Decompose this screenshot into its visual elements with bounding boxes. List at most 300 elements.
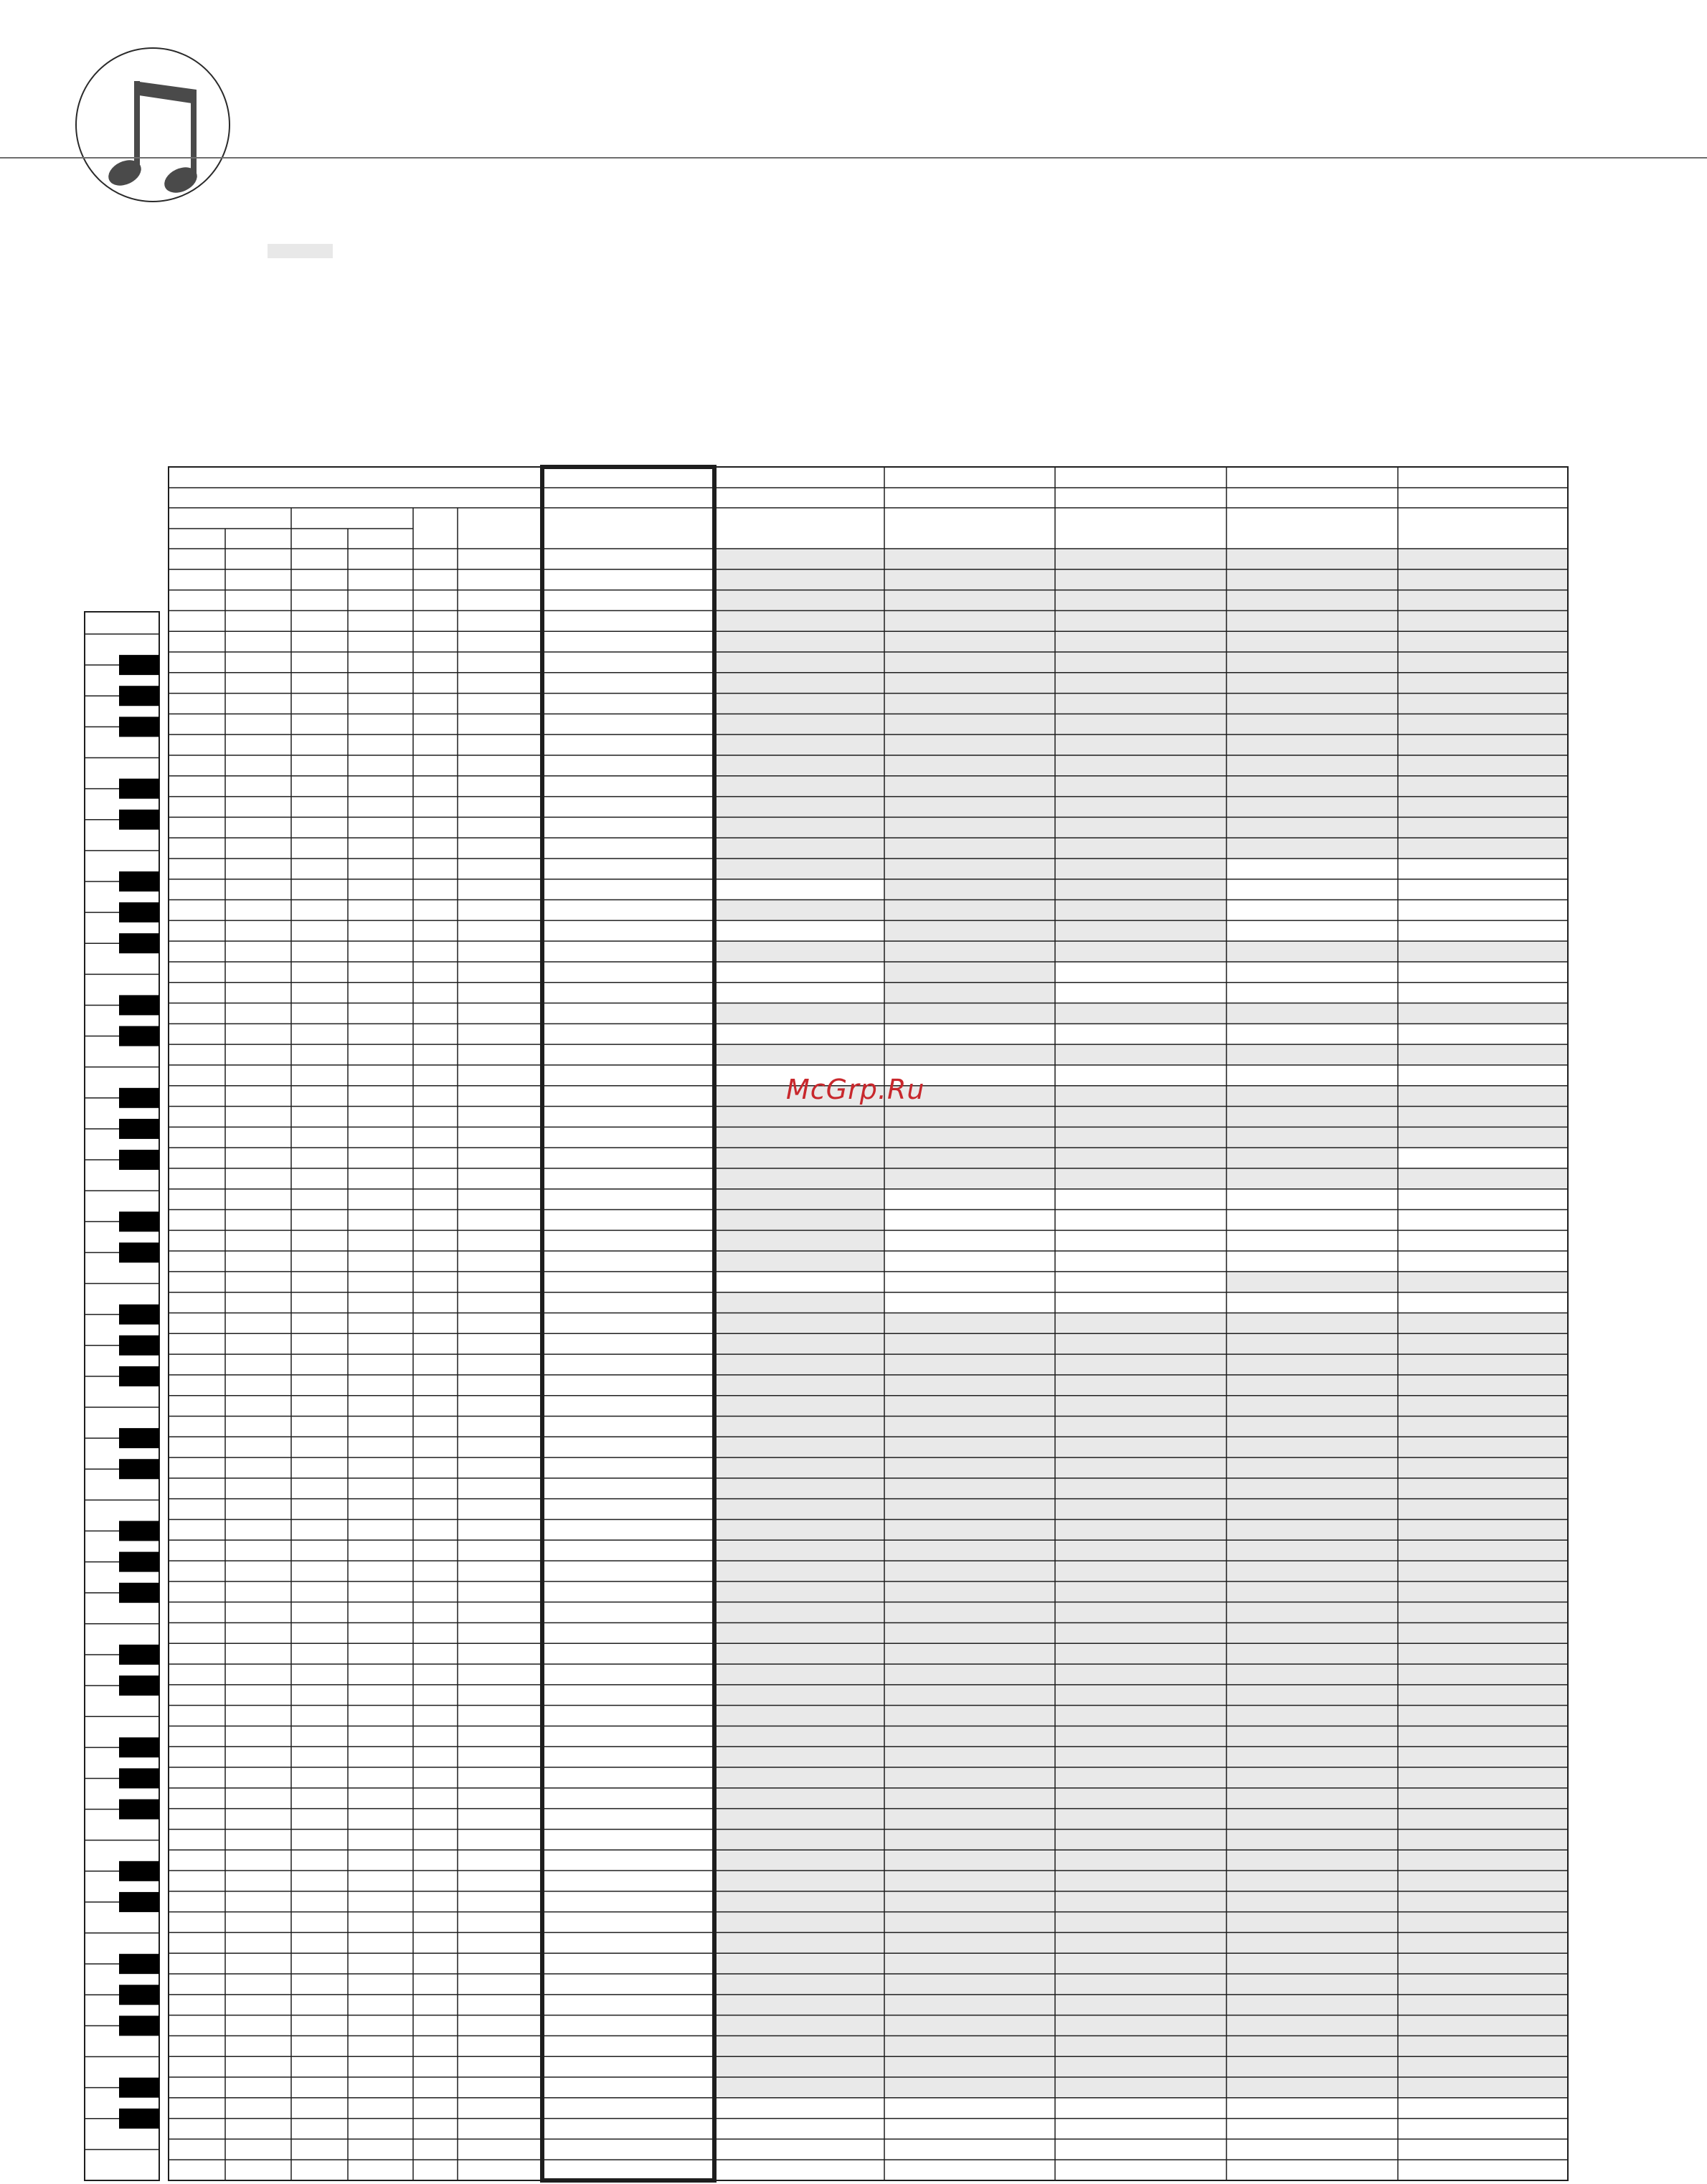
table-cell-shaded — [1398, 1168, 1568, 1189]
table-cell-shaded — [1398, 1437, 1568, 1457]
table-cell-shaded — [884, 1478, 1055, 1499]
table-cell-shaded — [714, 1457, 884, 1478]
table-cell-shaded — [1398, 1912, 1568, 1933]
table-cell-shaded — [1226, 1168, 1398, 1189]
table-cell-shaded — [1055, 1561, 1226, 1582]
table-cell-shaded — [884, 2056, 1055, 2077]
black-key — [119, 1954, 159, 1974]
black-key — [119, 1645, 159, 1665]
table-cell-shaded — [1398, 1706, 1568, 1726]
table-cell-shaded — [1055, 652, 1226, 673]
table-cell-shaded — [884, 1313, 1055, 1334]
table-cell-shaded — [1226, 2077, 1398, 2098]
table-cell-shaded — [1055, 673, 1226, 694]
table-cell-shaded — [1226, 1622, 1398, 1643]
table-cell-shaded — [1226, 1457, 1398, 1478]
table-cell-shaded — [1398, 1602, 1568, 1623]
table-cell-shaded — [1055, 776, 1226, 797]
table-cell-shaded — [884, 652, 1055, 673]
table-cell-shaded — [714, 900, 884, 921]
table-cell-shaded — [1398, 1953, 1568, 1974]
table-cell-shaded — [1055, 1622, 1226, 1643]
black-key — [119, 1026, 159, 1046]
table-cell-shaded — [1055, 879, 1226, 900]
table-cell-shaded — [1055, 1582, 1226, 1602]
table-cell-shaded — [884, 1664, 1055, 1685]
table-cell-shaded — [884, 1788, 1055, 1809]
table-cell-shaded — [714, 1168, 884, 1189]
table-cell-shaded — [1055, 1602, 1226, 1623]
table-cell-shaded — [714, 1540, 884, 1561]
table-cell-shaded — [1055, 1478, 1226, 1499]
table-cell-shaded — [1055, 1044, 1226, 1065]
table-cell-shaded — [714, 652, 884, 673]
table-cell-shaded — [884, 817, 1055, 838]
table-cell-shaded — [884, 1333, 1055, 1354]
table-cell-shaded — [1398, 714, 1568, 734]
table-cell-shaded — [1055, 1809, 1226, 1830]
table-cell-shaded — [884, 673, 1055, 694]
table-cell-shaded — [1226, 549, 1398, 569]
table-cell-shaded — [884, 1809, 1055, 1830]
table-cell-shaded — [1398, 941, 1568, 962]
table-cell-shaded — [1226, 610, 1398, 631]
table-cell-shaded — [1226, 1354, 1398, 1375]
table-cell-shaded — [714, 1292, 884, 1313]
table-cell-shaded — [884, 1685, 1055, 1706]
table-cell-shaded — [1226, 817, 1398, 838]
table-cell-shaded — [884, 1540, 1055, 1561]
table-cell-shaded — [1055, 1168, 1226, 1189]
table-cell-shaded — [884, 1891, 1055, 1912]
table-cell-shaded — [1398, 797, 1568, 818]
table-cell-shaded — [1226, 1912, 1398, 1933]
table-cell-shaded — [1226, 714, 1398, 734]
table-cell-shaded — [1055, 1871, 1226, 1891]
table-cell-shaded — [1226, 776, 1398, 797]
table-cell-shaded — [714, 817, 884, 838]
table-cell-shaded — [1226, 1788, 1398, 1809]
table-cell-shaded — [1055, 859, 1226, 879]
black-key — [119, 1366, 159, 1386]
table-cell-shaded — [884, 631, 1055, 652]
table-cell-shaded — [884, 983, 1055, 1003]
black-key — [119, 1552, 159, 1572]
table-cell-shaded — [1226, 1499, 1398, 1520]
table-cell-shaded — [1398, 1416, 1568, 1437]
table-cell-shaded — [1055, 1313, 1226, 1334]
table-cell-shaded — [1055, 1375, 1226, 1396]
table-cell-shaded — [1226, 1767, 1398, 1788]
table-cell-shaded — [1398, 1044, 1568, 1065]
table-cell-shaded — [714, 1953, 884, 1974]
table-cell-shaded — [1055, 1519, 1226, 1540]
black-key — [119, 686, 159, 706]
table-cell-shaded — [714, 776, 884, 797]
black-key — [119, 779, 159, 799]
table-cell-shaded — [714, 2056, 884, 2077]
table-cell-shaded — [1226, 1044, 1398, 1065]
table-cell-shaded — [1226, 1643, 1398, 1664]
black-key — [119, 2078, 159, 2098]
table-cell-shaded — [714, 1932, 884, 1953]
table-cell-shaded — [714, 1375, 884, 1396]
table-cell-shaded — [714, 1664, 884, 1685]
table-cell-shaded — [1398, 1995, 1568, 2015]
table-cell-shaded — [1398, 1313, 1568, 1334]
table-cell-shaded — [884, 962, 1055, 983]
black-key — [119, 1768, 159, 1788]
table-cell-shaded — [884, 1168, 1055, 1189]
table-cell-shaded — [714, 755, 884, 776]
table-cell-shaded — [714, 1003, 884, 1024]
table-cell-shaded — [1398, 1375, 1568, 1396]
table-cell-shaded — [884, 859, 1055, 879]
table-cell-shaded — [1398, 2036, 1568, 2056]
black-key — [119, 902, 159, 922]
table-cell-shaded — [714, 1148, 884, 1168]
table-cell-shaded — [1226, 1003, 1398, 1024]
table-cell-shaded — [1398, 610, 1568, 631]
table-cell-shaded — [714, 1995, 884, 2015]
table-cell-shaded — [714, 1416, 884, 1437]
table-cell-shaded — [884, 1602, 1055, 1623]
table-cell-shaded — [714, 1561, 884, 1582]
table-cell-shaded — [1398, 1499, 1568, 1520]
table-cell-shaded — [714, 2077, 884, 2098]
black-key — [119, 933, 159, 953]
table-cell-shaded — [1226, 797, 1398, 818]
table-cell-shaded — [1226, 1540, 1398, 1561]
table-cell-shaded — [1055, 2015, 1226, 2036]
table-cell-shaded — [1226, 1664, 1398, 1685]
table-cell-shaded — [1226, 1746, 1398, 1767]
table-cell-shaded — [1226, 1953, 1398, 1974]
table-cell-shaded — [1226, 1272, 1398, 1292]
table-cell-shaded — [884, 1912, 1055, 1933]
table-cell-shaded — [1398, 1850, 1568, 1871]
table-cell-shaded — [1398, 2056, 1568, 2077]
black-key — [119, 1305, 159, 1325]
table-cell-shaded — [884, 1519, 1055, 1540]
table-cell-shaded — [884, 694, 1055, 714]
table-cell-shaded — [714, 1189, 884, 1210]
table-cell-shaded — [1055, 900, 1226, 921]
table-cell-shaded — [1055, 1829, 1226, 1850]
table-cell-shaded — [884, 1622, 1055, 1643]
table-cell-shaded — [1226, 2056, 1398, 2077]
table-cell-shaded — [884, 776, 1055, 797]
table-cell-shaded — [714, 1396, 884, 1417]
table-cell-shaded — [714, 1478, 884, 1499]
table-cell-shaded — [1226, 2015, 1398, 2036]
table-cell-shaded — [1055, 2056, 1226, 2077]
table-cell-shaded — [1226, 1375, 1398, 1396]
table-cell-shaded — [884, 838, 1055, 859]
table-cell-shaded — [884, 1829, 1055, 1850]
table-cell-shaded — [714, 1210, 884, 1231]
table-cell-shaded — [1226, 1602, 1398, 1623]
table-cell-shaded — [1055, 1643, 1226, 1664]
table-cell-shaded — [1398, 1107, 1568, 1128]
table-cell-shaded — [1055, 1107, 1226, 1128]
table-cell-shaded — [884, 1044, 1055, 1065]
table-cell-shaded — [1055, 838, 1226, 859]
table-cell-shaded — [1398, 734, 1568, 755]
table-cell-shaded — [714, 797, 884, 818]
table-cell-shaded — [1226, 1582, 1398, 1602]
table-cell-shaded — [884, 714, 1055, 734]
table-cell-shaded — [1226, 1396, 1398, 1417]
table-cell-shaded — [1055, 1912, 1226, 1933]
table-cell-shaded — [884, 1416, 1055, 1437]
table-cell-shaded — [1055, 1396, 1226, 1417]
table-cell-shaded — [1398, 1871, 1568, 1891]
table-cell-shaded — [1226, 652, 1398, 673]
table-cell-shaded — [714, 1499, 884, 1520]
table-cell-shaded — [714, 1582, 884, 1602]
table-cell-shaded — [1226, 1829, 1398, 1850]
table-cell-shaded — [1055, 2077, 1226, 2098]
table-cell-shaded — [714, 941, 884, 962]
table-cell-shaded — [1226, 590, 1398, 611]
table-cell-shaded — [884, 1375, 1055, 1396]
table-cell-shaded — [884, 1499, 1055, 1520]
black-key — [119, 1428, 159, 1448]
table-cell-shaded — [1055, 1416, 1226, 1437]
table-cell-shaded — [884, 1767, 1055, 1788]
table-cell-shaded — [884, 1746, 1055, 1767]
table-cell-shaded — [1226, 1478, 1398, 1499]
black-key — [119, 1459, 159, 1479]
table-cell-shaded — [714, 1622, 884, 1643]
table-cell-shaded — [1398, 1354, 1568, 1375]
table-cell-shaded — [714, 1829, 884, 1850]
table-cell-shaded — [1398, 776, 1568, 797]
table-cell-shaded — [1226, 1437, 1398, 1457]
table-cell-shaded — [1226, 1561, 1398, 1582]
table-cell-shaded — [714, 1107, 884, 1128]
table-cell-shaded — [1226, 1809, 1398, 1830]
table-cell-shaded — [714, 1788, 884, 1809]
table-cell-shaded — [1055, 1457, 1226, 1478]
table-cell-shaded — [714, 1251, 884, 1272]
table-cell-shaded — [1398, 1127, 1568, 1148]
table-cell-shaded — [1055, 590, 1226, 611]
table-cell-shaded — [714, 859, 884, 879]
table-cell-shaded — [714, 1974, 884, 1995]
table-cell-shaded — [1055, 1499, 1226, 1520]
table-cell-shaded — [884, 1726, 1055, 1746]
table-cell-shaded — [1398, 1809, 1568, 1830]
table-cell-shaded — [1398, 1457, 1568, 1478]
table-cell-shaded — [1055, 1148, 1226, 1168]
black-key — [119, 1521, 159, 1541]
table-cell-shaded — [884, 879, 1055, 900]
table-cell-shaded — [884, 1396, 1055, 1417]
table-cell-shaded — [714, 1891, 884, 1912]
table-cell-shaded — [884, 900, 1055, 921]
table-cell-shaded — [1226, 1726, 1398, 1746]
table-cell-shaded — [1055, 610, 1226, 631]
table-cell-shaded — [714, 1871, 884, 1891]
table-cell-shaded — [714, 1746, 884, 1767]
table-cell-shaded — [884, 1582, 1055, 1602]
table-cell-shaded — [1226, 1313, 1398, 1334]
table-cell-shaded — [884, 1974, 1055, 1995]
table-cell-shaded — [714, 694, 884, 714]
black-key — [119, 1242, 159, 1262]
table-cell-shaded — [1055, 734, 1226, 755]
table-cell-shaded — [884, 797, 1055, 818]
table-cell-shaded — [1055, 817, 1226, 838]
table-cell-shaded — [714, 1333, 884, 1354]
table-cell-shaded — [884, 1995, 1055, 2015]
table-cell-shaded — [714, 590, 884, 611]
table-cell-shaded — [884, 1127, 1055, 1148]
table-cell-shaded — [714, 2036, 884, 2056]
table-cell-shaded — [714, 1313, 884, 1334]
table-cell-shaded — [884, 1850, 1055, 1871]
table-cell-shaded — [1398, 1478, 1568, 1499]
table-cell-shaded — [714, 1726, 884, 1746]
table-cell-shaded — [1398, 673, 1568, 694]
table-cell-shaded — [714, 1437, 884, 1457]
table-cell-shaded — [884, 734, 1055, 755]
table-cell-shaded — [884, 1457, 1055, 1478]
table-cell-shaded — [1398, 1086, 1568, 1107]
table-cell-shaded — [1226, 941, 1398, 962]
table-cell-shaded — [1398, 1746, 1568, 1767]
table-cell-shaded — [1398, 1685, 1568, 1706]
table-cell-shaded — [1226, 755, 1398, 776]
table-cell-shaded — [1055, 1333, 1226, 1354]
table-cell-shaded — [1398, 2015, 1568, 2036]
table-cell-shaded — [1398, 1396, 1568, 1417]
black-key — [119, 1088, 159, 1108]
table-cell-shaded — [1055, 1086, 1226, 1107]
table-cell-shaded — [884, 755, 1055, 776]
highlighted-column-frame — [542, 467, 714, 2180]
table-cell-shaded — [714, 714, 884, 734]
table-cell-shaded — [714, 1706, 884, 1726]
table-cell-shaded — [1398, 631, 1568, 652]
black-key — [119, 1861, 159, 1881]
table-cell-shaded — [714, 1044, 884, 1065]
table-cell-shaded — [1398, 1891, 1568, 1912]
table-cell-shaded — [1055, 714, 1226, 734]
table-cell-shaded — [1055, 2036, 1226, 2056]
black-key — [119, 1985, 159, 2005]
table-cell-shaded — [1055, 1974, 1226, 1995]
table-cell-shaded — [1226, 1519, 1398, 1540]
table-cell-shaded — [1226, 569, 1398, 590]
table-cell-shaded — [714, 838, 884, 859]
table-cell-shaded — [1398, 1003, 1568, 1024]
table-cell-shaded — [884, 1148, 1055, 1168]
table-cell-shaded — [1398, 1622, 1568, 1643]
black-key — [119, 1336, 159, 1356]
table-cell-shaded — [1398, 1333, 1568, 1354]
table-cell-shaded — [1055, 1932, 1226, 1953]
table-cell-shaded — [1398, 755, 1568, 776]
black-key — [119, 717, 159, 737]
table-cell-shaded — [1226, 1891, 1398, 1912]
table-cell-shaded — [1055, 549, 1226, 569]
table-cell-shaded — [1226, 1706, 1398, 1726]
table-cell-shaded — [1055, 1706, 1226, 1726]
table-cell-shaded — [884, 549, 1055, 569]
watermark: McGrp.Ru — [786, 1074, 925, 1105]
table-cell-shaded — [884, 1953, 1055, 1974]
table-cell-shaded — [884, 941, 1055, 962]
table-cell-shaded — [714, 1519, 884, 1540]
table-cell-shaded — [714, 1643, 884, 1664]
black-key — [119, 1583, 159, 1603]
table-cell-shaded — [1055, 1767, 1226, 1788]
table-cell-shaded — [1055, 1726, 1226, 1746]
table-cell-shaded — [1398, 694, 1568, 714]
table-cell-shaded — [1055, 1746, 1226, 1767]
table-cell-shaded — [1055, 1003, 1226, 1024]
table-cell-shaded — [1398, 1664, 1568, 1685]
table-cell-shaded — [1226, 1086, 1398, 1107]
table-cell-shaded — [1398, 2077, 1568, 2098]
table-cell-shaded — [1055, 797, 1226, 818]
table-cell-shaded — [1055, 1850, 1226, 1871]
table-cell-shaded — [884, 569, 1055, 590]
table-cell-shaded — [1226, 1871, 1398, 1891]
table-cell-shaded — [884, 920, 1055, 941]
table-cell-shaded — [1398, 1561, 1568, 1582]
table-cell-shaded — [1055, 1437, 1226, 1457]
table-cell-shaded — [1226, 1850, 1398, 1871]
black-key — [119, 1800, 159, 1820]
table-cell-shaded — [884, 1871, 1055, 1891]
table-cell-shaded — [714, 673, 884, 694]
table-cell-shaded — [1398, 1582, 1568, 1602]
table-cell-shaded — [1398, 569, 1568, 590]
table-cell-shaded — [714, 549, 884, 569]
table-cell-shaded — [884, 610, 1055, 631]
table-cell-shaded — [714, 1230, 884, 1251]
table-cell-shaded — [1226, 1127, 1398, 1148]
table-cell-shaded — [884, 2036, 1055, 2056]
table-cell-shaded — [884, 1706, 1055, 1726]
table-cell-shaded — [1055, 569, 1226, 590]
table-cell-shaded — [1398, 838, 1568, 859]
table-cell-shaded — [1398, 1643, 1568, 1664]
black-key — [119, 655, 159, 675]
table-cell-shaded — [1226, 838, 1398, 859]
table-cell-shaded — [1055, 1891, 1226, 1912]
table-cell-shaded — [1226, 1685, 1398, 1706]
table-cell-shaded — [1055, 1788, 1226, 1809]
table-cell-shaded — [1226, 673, 1398, 694]
table-cell-shaded — [1398, 1788, 1568, 1809]
table-cell-shaded — [714, 569, 884, 590]
table-cell-shaded — [1055, 1354, 1226, 1375]
table-cell-shaded — [884, 1003, 1055, 1024]
table-cell-shaded — [1226, 1932, 1398, 1953]
table-cell-shaded — [884, 1107, 1055, 1128]
table-cell-shaded — [714, 1127, 884, 1148]
table-cell-shaded — [1226, 1995, 1398, 2015]
table-cell-shaded — [884, 1932, 1055, 1953]
table-cell-shaded — [884, 2077, 1055, 2098]
table-cell-shaded — [1226, 734, 1398, 755]
black-key — [119, 1675, 159, 1696]
